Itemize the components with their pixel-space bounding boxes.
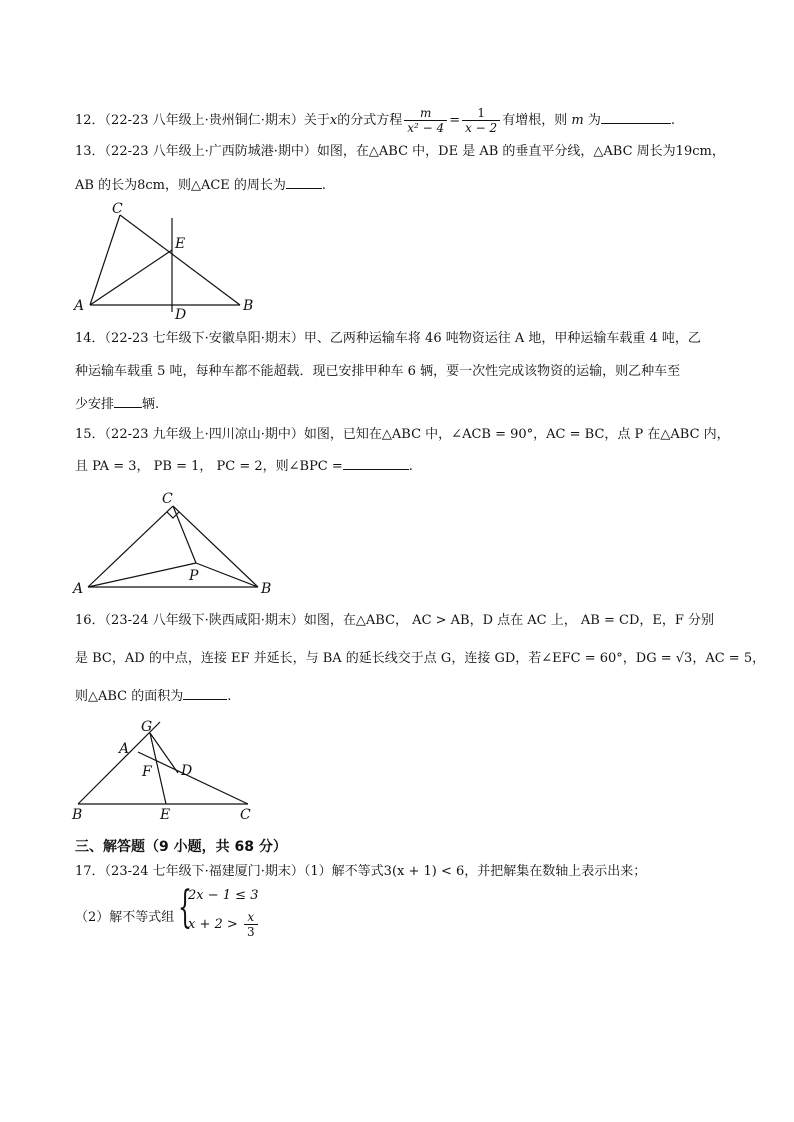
label-C: C — [240, 807, 251, 823]
q16-line-2: 是 BC，AD 的中点，连接 EF 并延长，与 BA 的延长线交于点 G，连接 GD，若∠EFC = 60°，DG = √3，AC = 5， — [75, 651, 766, 666]
label-D: D — [181, 763, 193, 779]
label-B: B — [72, 807, 83, 823]
q12-fraction-1: $\frac{m}{\text{x² − 4}}$ — [404, 106, 447, 135]
q14-line-1: 14．（22-23 七年级下·安徽阜阳·期末）甲、乙两种运输车将 46 吨物资运往 A 地，甲种运输车载重 4 吨，乙 — [75, 331, 701, 346]
label-E: E — [175, 236, 186, 252]
q16-line-1: 16．（23-24 八年级下·陕西咸阳·期末）如图，在△ABC， AC > AB，D 点在 AC 上， AB = CD，E，F 分别 — [75, 613, 715, 628]
edge-AC — [138, 752, 248, 804]
label-C: C — [112, 201, 123, 217]
label-B: B — [243, 298, 254, 314]
q14-line-3: 少安排 辆. — [75, 394, 159, 414]
q15-line-2: 且 PA = 3， PB = 1， PC = 2，则∠BPC = . — [75, 456, 413, 476]
label-D: D — [175, 307, 187, 323]
inequality-2-fraction: $\frac{x}{3}$ — [244, 910, 258, 939]
label-B: B — [261, 581, 272, 597]
inequality-1: 2x − 1 ≤ 3 — [188, 888, 259, 903]
q12-text: 12．（22-23 八年级上·贵州铜仁·期末）关于x的分式方程 $\frac{m}{\text{x² − 4}}$ = $\frac{1}{x - 2}$ 有增根，则 m 为 . — [75, 106, 675, 135]
q16-line-3: 则△ABC 的面积为 . — [75, 686, 231, 706]
system-brace: { — [178, 882, 192, 933]
label-F: F — [142, 764, 152, 780]
q17-part2-label: （2）解不等式组 — [75, 910, 175, 925]
label-A: A — [73, 581, 84, 597]
label-G: G — [141, 719, 153, 735]
q13-line-2: AB 的长为8cm，则△ACE 的周长为 . — [75, 175, 326, 195]
section-3-heading: 三、解答题（9 小题，共 68 分） — [75, 839, 287, 855]
q15-line-1: 15．（22-23 九年级上·四川凉山·期中）如图，已知在△ABC 中，∠ACB = 90°，AC = BC，点 P 在△ABC 内， — [75, 427, 730, 442]
label-C: C — [162, 491, 173, 507]
label-A: A — [119, 741, 130, 757]
label-E: E — [160, 807, 171, 823]
q12-fraction-2: $\frac{1}{x - 2}$ — [462, 106, 500, 135]
q14-line-2: 种运输车载重 5 吨，每种车都不能超载．现已安排甲种车 6 辆，要一次性完成该物资的运输，则乙种车至 — [75, 364, 681, 379]
q17-line-1: 17．（23-24 七年级下·福建厦门·期末）（1）解不等式3(x + 1) < 6，并把解集在数轴上表示出来； — [75, 864, 647, 879]
q13-line-1: 13．（22-23 八年级上·广西防城港·期中）如图，在△ABC 中，DE 是 AB 的垂直平分线，△ABC 周长为19cm， — [75, 144, 725, 159]
label-A: A — [74, 298, 85, 314]
label-P: P — [189, 568, 199, 584]
inequality-2: x + 2 > $\frac{x}{3}$ — [188, 910, 260, 939]
